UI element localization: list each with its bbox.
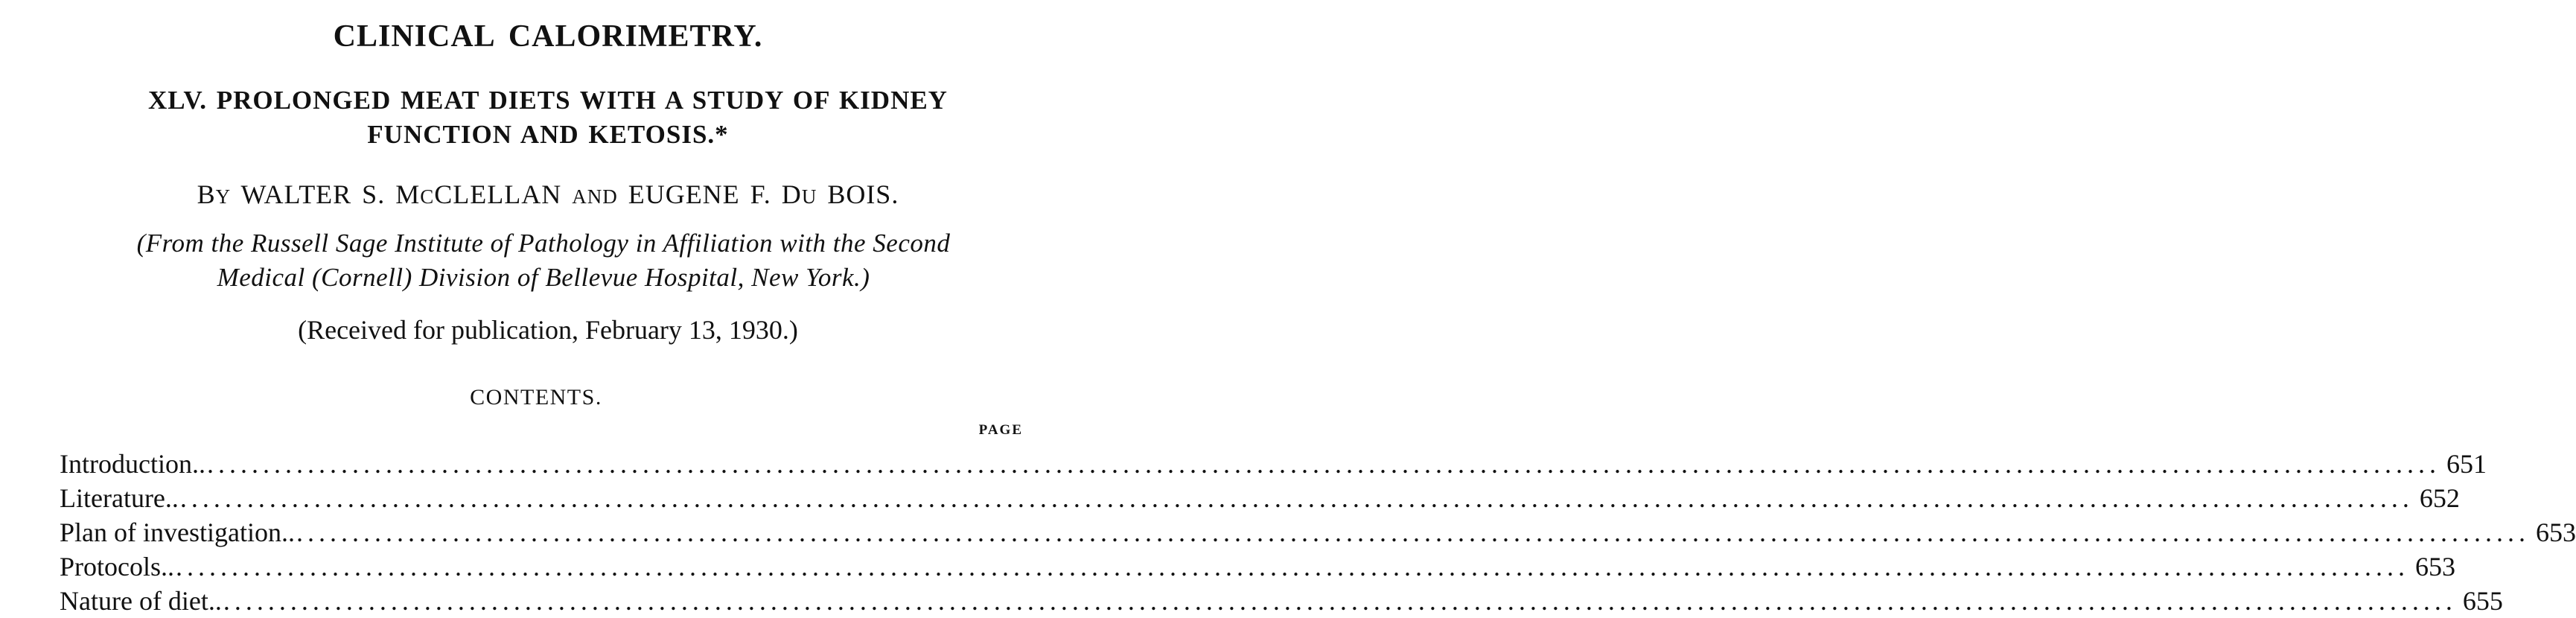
author-2-end: BOIS. bbox=[827, 179, 899, 209]
toc-leader-dots: ........................................................................................................................................................................................................ bbox=[296, 517, 2530, 547]
toc-entry-page: 651 bbox=[2446, 449, 2487, 479]
toc-leader-dots: ........................................................................................................................................................................................................ bbox=[179, 483, 2414, 513]
received-date: (Received for publication, February 13, 1930.) bbox=[298, 315, 798, 345]
table-of-contents bbox=[60, 447, 2576, 618]
toc-entry-page: 653 bbox=[2535, 517, 2576, 547]
toc-entry-page: 652 bbox=[2419, 483, 2460, 513]
author-1-end: CLELLAN bbox=[434, 179, 562, 209]
article-series-title: CLINICAL CALORIMETRY. bbox=[333, 19, 763, 54]
toc-entry-page: 655 bbox=[2462, 586, 2503, 616]
contents-heading: CONTENTS. bbox=[470, 385, 602, 410]
toc-entry-page: 653 bbox=[2415, 552, 2456, 582]
toc-leader-dots: ........................................................................................................................................................................................................ bbox=[223, 586, 2457, 616]
toc-entry bbox=[60, 515, 2576, 549]
affiliation-line-2: Medical (Cornell) Division of Bellevue Hospital, New York.) bbox=[217, 263, 870, 292]
toc-entry-label: Introduction.. bbox=[60, 449, 205, 479]
article-title-line-1: XLV. PROLONGED MEAT DIETS WITH A STUDY OF KIDNEY bbox=[148, 86, 948, 115]
page-column-label: PAGE bbox=[978, 422, 1023, 438]
author-2-small-caps: U bbox=[801, 185, 817, 208]
affiliation-line-1: (From the Russell Sage Institute of Pathology in Affiliation with the Second bbox=[136, 229, 951, 258]
toc-entry bbox=[60, 447, 2487, 481]
article-title-line-2: FUNCTION AND KETOSIS.* bbox=[367, 120, 729, 149]
toc-entry bbox=[60, 584, 2503, 618]
toc-entry bbox=[60, 481, 2460, 515]
affiliation bbox=[52, 226, 1035, 295]
toc-leader-dots: ........................................................................................................................................................................................................ bbox=[206, 449, 2440, 479]
toc-entry-label: Literature.. bbox=[60, 483, 179, 513]
author-1-small-caps: C bbox=[420, 185, 435, 208]
by-initial: B bbox=[197, 179, 216, 209]
article-title bbox=[74, 83, 1021, 152]
by-rest: Y bbox=[215, 185, 232, 208]
author-2: EUGENE F. D bbox=[628, 179, 802, 209]
toc-entry-label: Protocols.. bbox=[60, 552, 175, 582]
toc-leader-dots: ........................................................................................................................................................................................................ bbox=[176, 552, 2410, 582]
author-line bbox=[0, 174, 1096, 217]
toc-entry-label: Nature of diet.. bbox=[60, 586, 222, 616]
toc-entry bbox=[60, 549, 2456, 584]
author-1: WALTER S. M bbox=[240, 179, 421, 209]
toc-entry-label: Plan of investigation.. bbox=[60, 517, 295, 547]
and-conjunction: AND bbox=[572, 185, 618, 208]
